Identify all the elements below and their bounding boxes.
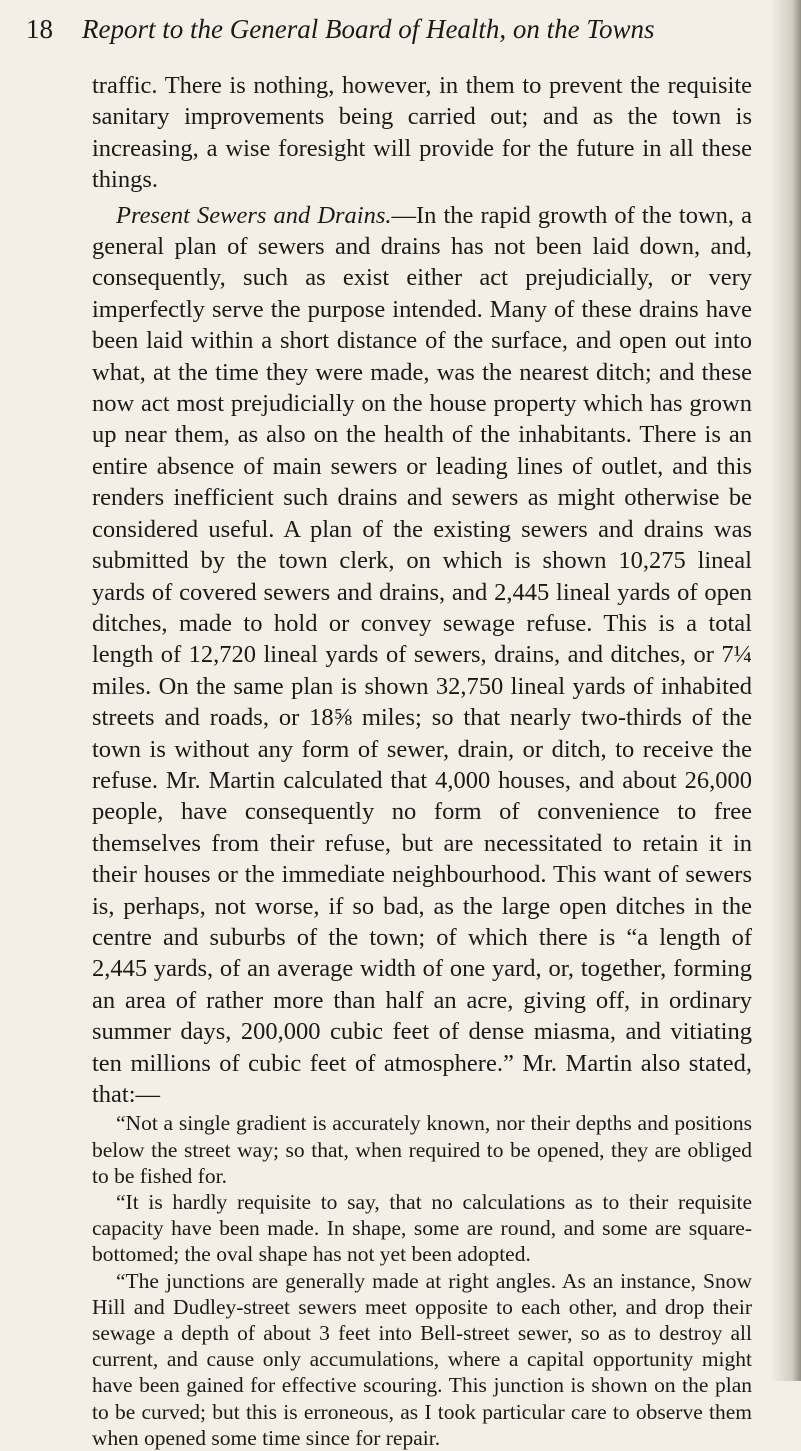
quote-junctions: “The junctions are generally made at right angles. As an instance, Snow Hill and Dudley-street sewers meet opposite to each other, and drop their sewage a depth of about 3 feet into Bell-street sewer, so as to destroy all current, and cause only accumulations, where a capital opportunity might have been gained for effective scouring. This junction is shown on the plan to be curved; but this is erroneous, as I took particular care to observe them when opened some time since for repair. [92, 1268, 752, 1450]
page-header [26, 14, 766, 54]
paragraph-traffic: traffic. There is nothing, however, in them to prevent the requisite sanitary improvements being carried out; and as the town is increasing, a wise foresight will provide for the future in all these things. [92, 72, 752, 194]
page-edge-shadow [771, 0, 801, 1381]
document-page [22, 0, 782, 1450]
quote-gradient: “Not a single gradient is accurately known, nor their depths and positions below the street way; so that, when required to be opened, they are obliged to be fished for. [92, 1111, 752, 1188]
paragraph-present-sewers [92, 200, 752, 1111]
running-title: Report to the General Board of Health, on the Towns [82, 14, 655, 44]
quote-capacity: “It is hardly requisite to say, that no calculations as to their requisite capacity have been made. In shape, some are round, and some are square-bottomed; the oval shape has not yet been adopted. [92, 1190, 752, 1267]
body-text [92, 70, 752, 1451]
quoted-statement [92, 1110, 752, 1451]
section-heading-present-sewers: Present Sewers and Drains. [116, 201, 392, 229]
paragraph-present-sewers-body: —In the rapid growth of the town, a general plan of sewers and drains has not been laid down, and, consequently, such as exist either act prejudicially, or very imperfectly serve the purpose intended. Many of these drains have been laid within a short distance of the surface, and open out into what, at the time they were made, was the nearest ditch; and these now act most prejudicially on the house property which has grown up near them, as also on the health of the inhabitants. There is an entire absence of main sewers or leading lines of outlet, and this renders inefficient such drains and sewers as might otherwise be considered useful. A plan of the existing sewers and drains was submitted by the town clerk, on which is shown 10,275 lineal yards of covered sewers and drains, and 2,445 lineal yards of open ditches, made to hold or convey sewage refuse. This is a total length of 12,720 lineal yards of sewers, drains, and ditches, or 7¼ miles. On the same plan is shown 32,750 lineal yards of inhabited streets and roads, or 18⅝ miles; so that nearly two-thirds of the town is without any form of sewer, drain, or ditch, to receive the refuse. Mr. Martin calculated that 4,000 houses, and about 26,000 people, have consequently no form of convenience to free themselves from their refuse, but are necessitated to retain it in their houses or the immediate neighbourhood. This want of sewers is, perhaps, not worse, if so bad, as the large open ditches in the centre and suburbs of the town; of which there is “a length of 2,445 yards, of an average width of one yard, or, together, forming an area of rather more than half an acre, giving off, in ordinary summer days, 200,000 cubic feet of dense miasma, and vitiating ten millions of cubic feet of atmosphere.” Mr. Martin also stated, that:— [92, 201, 752, 1108]
page-number: 18 [26, 14, 53, 44]
